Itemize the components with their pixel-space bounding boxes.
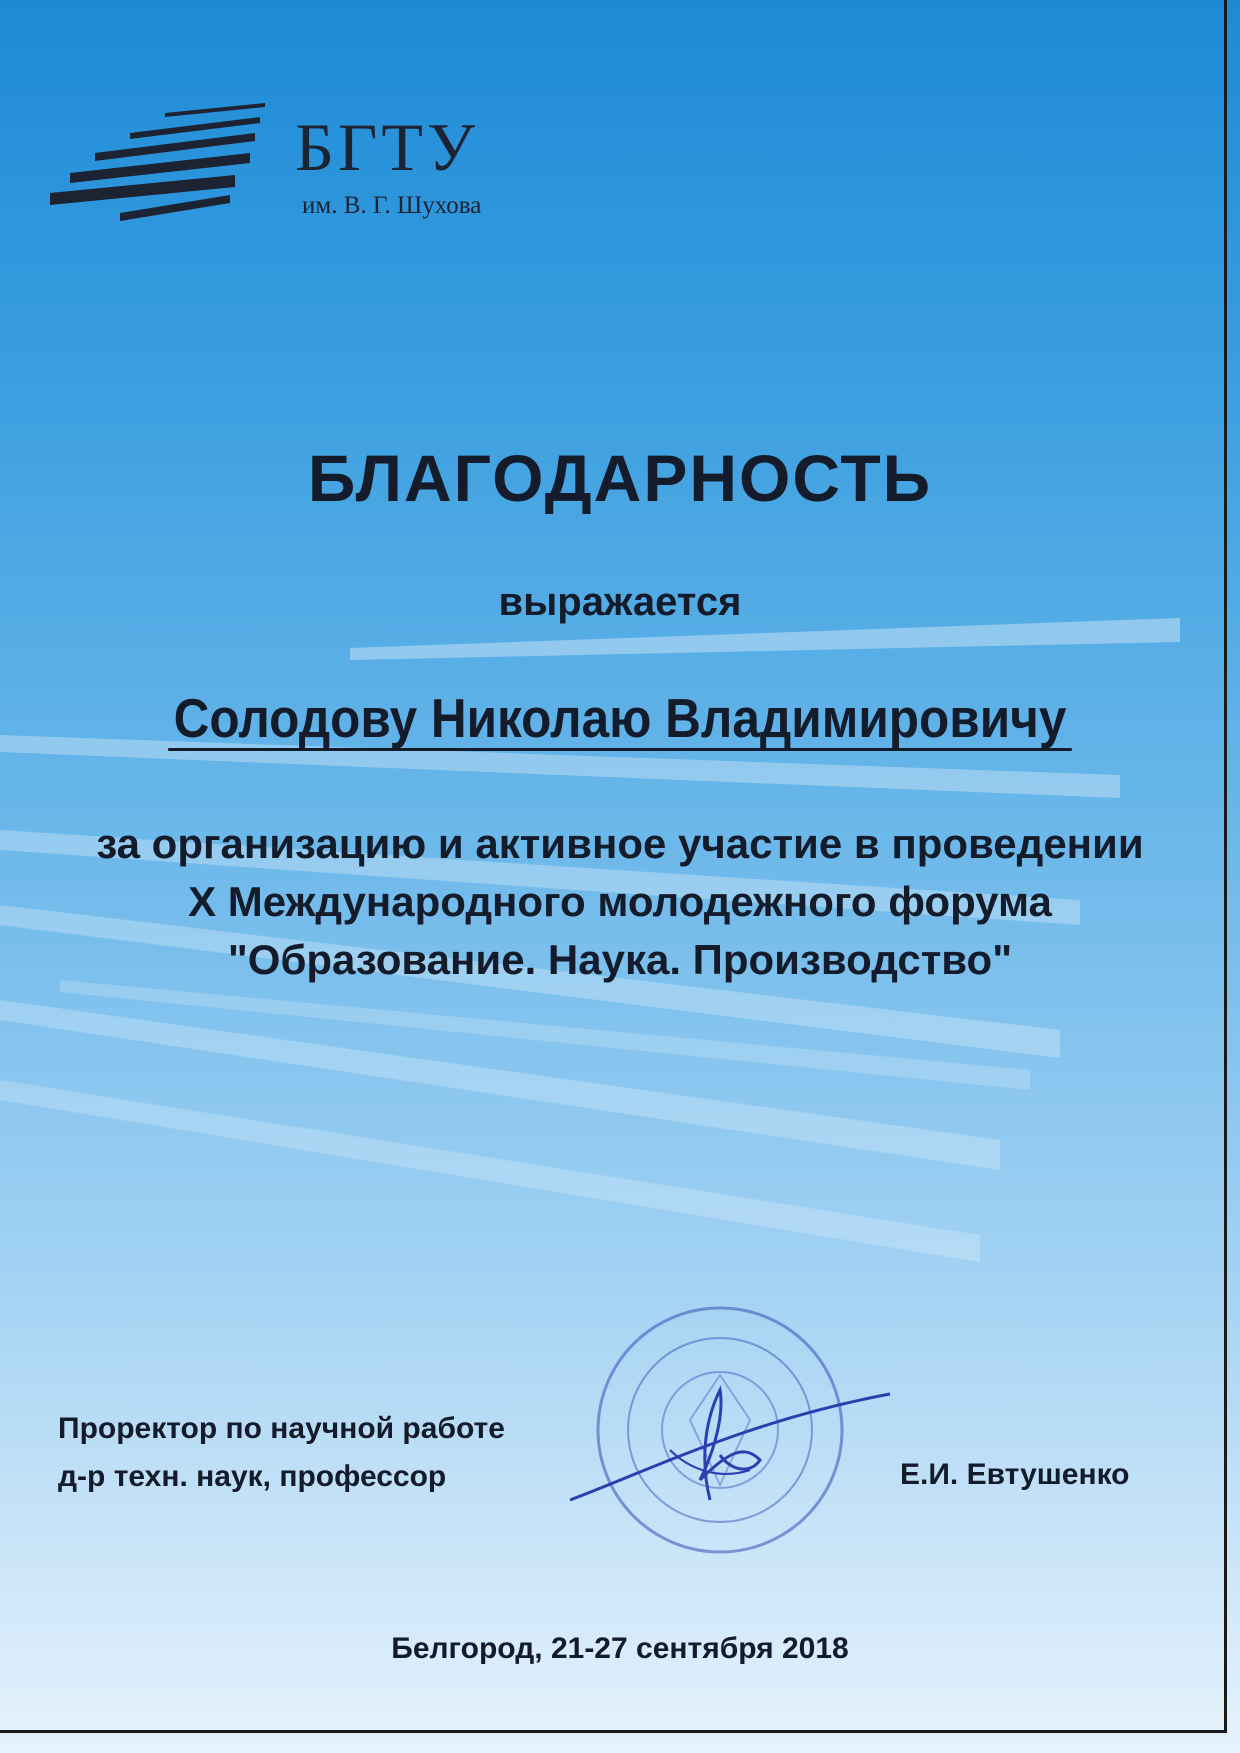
logo-stripes-icon — [50, 95, 280, 225]
recipient-name: Солодову Николаю Владимировичу — [168, 690, 1072, 751]
reason-line: за организацию и активное участие в проведении — [96, 820, 1144, 867]
signatory-position-line: д-р техн. наук, профессор — [58, 1460, 447, 1493]
signatory-position — [58, 1405, 505, 1501]
signatory-name: Е.И. Евтушенко — [900, 1458, 1130, 1491]
reason-line: X Международного молодежного форума — [188, 878, 1052, 925]
university-logo — [50, 95, 530, 235]
logo-title: БГТУ — [295, 109, 480, 185]
reason-text — [0, 815, 1240, 989]
handwritten-signature — [560, 1350, 900, 1520]
expressed-text: выражается — [498, 580, 742, 624]
logo-subtitle: им. В. Г. Шухова — [302, 192, 482, 219]
recipient-block — [0, 687, 1240, 751]
certificate-heading: БЛАГОДАРНОСТЬ — [307, 441, 933, 515]
signatory-position-line: Проректор по научной работе — [58, 1412, 505, 1445]
reason-line: "Образование. Наука. Производство" — [227, 936, 1013, 983]
place-date: Белгород, 21-27 сентября 2018 — [391, 1632, 849, 1665]
